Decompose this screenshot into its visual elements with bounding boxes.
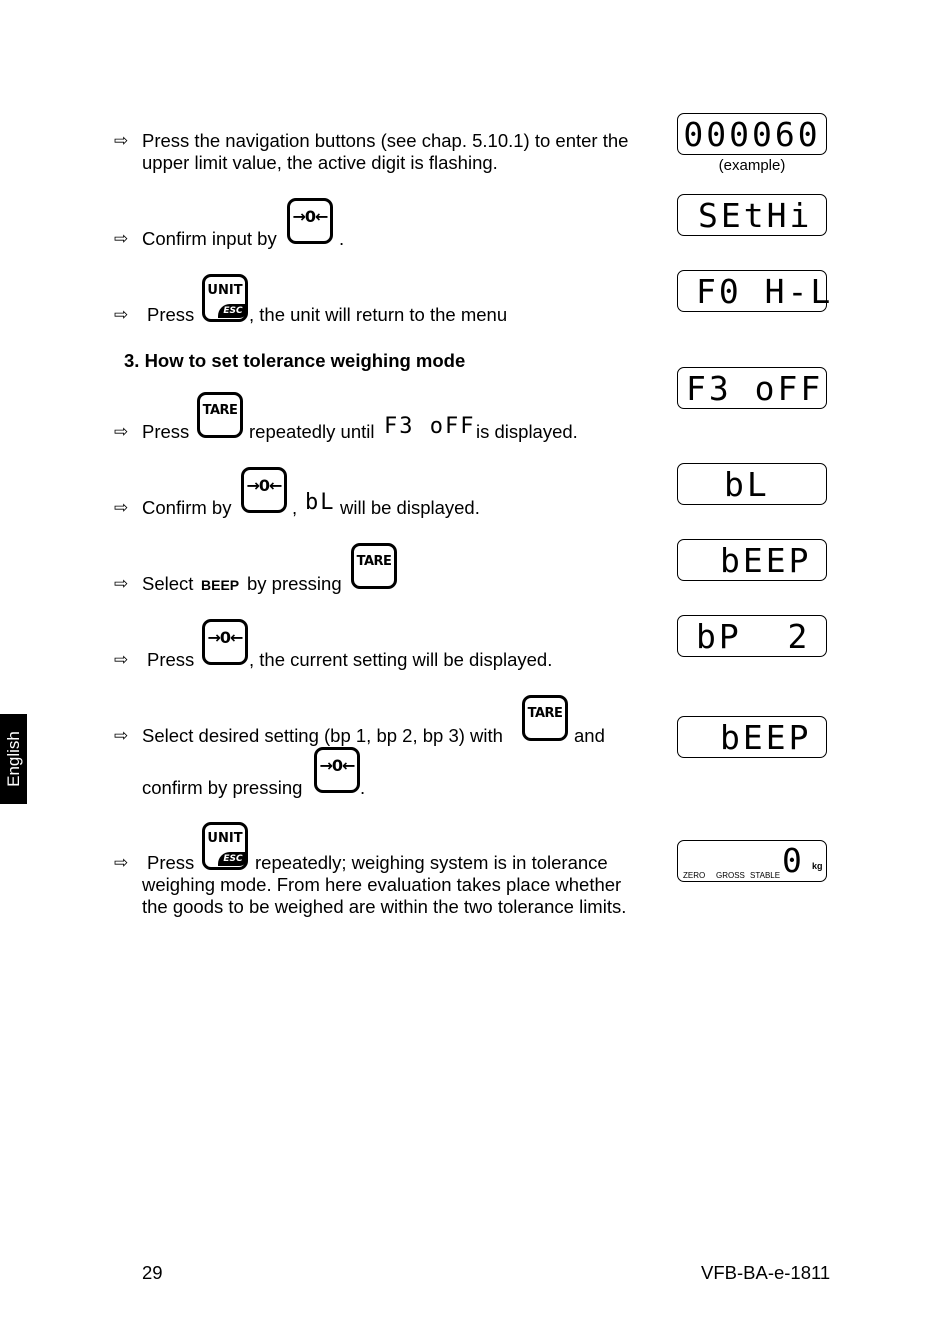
- lcd-display: bP 2: [677, 615, 827, 657]
- lcd-display-weighing: [677, 840, 827, 882]
- tare-key-icon: TARE: [351, 543, 397, 589]
- step-text: ,: [292, 497, 298, 518]
- bullet-arrow-icon: ⇨: [114, 498, 129, 517]
- bullet-arrow-icon: ⇨: [114, 131, 129, 150]
- step-text: upper limit value, the active digit is flashing.: [142, 152, 498, 173]
- lcd-display: 000060: [677, 113, 827, 155]
- document-id: VFB-BA-e-1811: [701, 1262, 831, 1283]
- segment-display-text: bL: [305, 490, 336, 515]
- tare-key-icon: TARE: [197, 392, 243, 438]
- step-text: , the unit will return to the menu: [249, 304, 508, 325]
- bullet-arrow-icon: ⇨: [114, 726, 129, 745]
- section-heading: 3. How to set tolerance weighing mode: [124, 350, 466, 371]
- stable-indicator: STABLE: [750, 871, 781, 880]
- step-text: Confirm input by: [142, 228, 277, 249]
- zero-key-icon: →0←: [314, 747, 360, 793]
- bullet-arrow-icon: ⇨: [114, 853, 129, 872]
- step-text: Confirm by: [142, 497, 232, 518]
- step-text: , the current setting will be displayed.: [249, 649, 553, 670]
- zero-key-icon: →0←: [202, 619, 248, 665]
- zero-key-icon: →0←: [287, 198, 333, 244]
- lcd-display: bEEP: [677, 716, 827, 758]
- step-text: Press: [142, 421, 190, 442]
- bullet-arrow-icon: ⇨: [114, 422, 129, 441]
- step-text: Press the navigation buttons (see chap. 5.10.1) to enter the: [142, 130, 629, 151]
- step-text: is displayed.: [476, 421, 578, 442]
- step-text: Press: [147, 304, 195, 325]
- language-tab: [0, 714, 27, 804]
- tare-key-icon: TARE: [522, 695, 568, 741]
- step-text: and: [574, 725, 605, 746]
- step-caps-text: BEEP: [201, 577, 240, 593]
- language-label: English: [3, 731, 23, 787]
- unit-esc-key-icon: UNIT ESC: [202, 274, 248, 322]
- step-text: .: [360, 777, 366, 798]
- gross-indicator: GROSS: [716, 871, 745, 880]
- lcd-display: bL: [677, 463, 827, 505]
- zero-indicator: ZERO: [683, 871, 706, 880]
- lcd-display: bEEP: [677, 539, 827, 581]
- step-text: repeatedly; weighing system is in tolerance: [255, 852, 608, 873]
- step-text: Select desired setting (bp 1, bp 2, bp 3) with: [142, 725, 503, 746]
- step-text: .: [339, 228, 345, 249]
- zero-key-icon: →0←: [241, 467, 287, 513]
- step-text: Press: [147, 649, 195, 670]
- unit-esc-key-icon: UNIT ESC: [202, 822, 248, 870]
- display-caption: (example): [718, 157, 786, 174]
- step-text: the goods to be weighed are within the two tolerance limits.: [142, 896, 627, 917]
- step-text: weighing mode. From here evaluation takes place whether: [142, 874, 622, 895]
- page-number: 29: [142, 1262, 163, 1283]
- step-text: will be displayed.: [340, 497, 480, 518]
- bullet-arrow-icon: ⇨: [114, 574, 129, 593]
- lcd-display: SEtHi: [677, 194, 827, 236]
- step-text: confirm by pressing: [142, 777, 303, 798]
- unit-label: kg: [812, 861, 823, 871]
- step-text: Press: [147, 852, 195, 873]
- step-text: by pressing: [247, 573, 342, 594]
- step-text: Select: [142, 573, 194, 594]
- bullet-arrow-icon: ⇨: [114, 305, 129, 324]
- bullet-arrow-icon: ⇨: [114, 229, 129, 248]
- bullet-arrow-icon: ⇨: [114, 650, 129, 669]
- weight-value: 0: [782, 841, 802, 880]
- lcd-display: F3 oFF: [677, 367, 827, 409]
- lcd-display: F0 H-L: [677, 270, 827, 312]
- step-text: repeatedly until: [249, 421, 375, 442]
- segment-display-text: F3 oFF: [384, 414, 476, 439]
